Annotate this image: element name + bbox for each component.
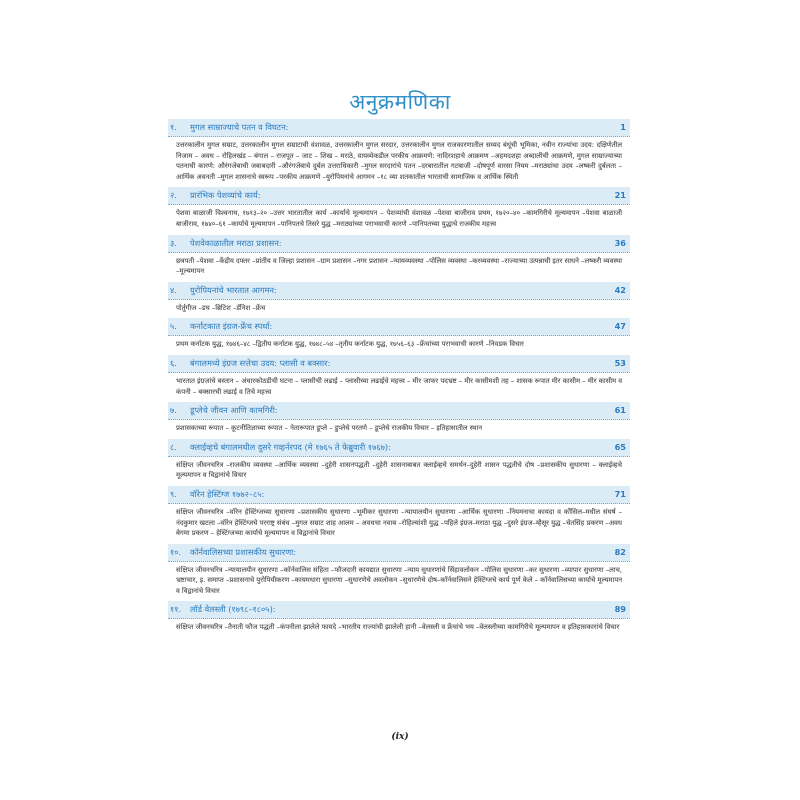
chapter-number: ९. xyxy=(170,488,177,499)
toc-entry xyxy=(168,318,630,352)
chapter-title: वॉरेन हेस्टिंग्ज १७७२–८५: xyxy=(190,488,265,499)
chapter-number: ६. xyxy=(170,357,177,368)
chapter-page-number: 61 xyxy=(614,405,626,416)
toc-entry-header[interactable] xyxy=(168,439,630,457)
table-of-contents xyxy=(168,119,630,638)
chapter-title: प्रारंभिक पेशव्यांचे कार्य: xyxy=(190,190,261,201)
chapter-topics: प्रथम कर्नाटक युद्ध, १७४६–४८ –द्वितीय कर्नाटक युद्ध, १७४८–५४ –तृतीय कर्नाटक युद्ध, १७५६–६३ –फ्रेंचांच्या पराभवाची कारणे –निवडक विचार xyxy=(176,340,524,349)
chapter-topics: संक्षिप्त जीवनचरित्र –न्यायालयीन सुधारणा –कॉर्नवालिस संहिता –फौजदारी कायद्यात सुधारणा –न्याय सुधारणांचे सिंहावलोकन –पोलिस सुधारणा –कर सुधारणा –व्यापार सुधारणा –लाच, भ्रष्टाचार, इ. समाप्त –प्रशासनाचे युरोपियीकरण –कायमधारा सुधारणा –सुधारणेचे अवलोकन –सुधारणेचे दोष–कॉर्नवालिसने हेस्टिंग्जचे कार्य पूर्ण केले – कॉर्नवालिसच्या कार्याचे मूल्यमापन व विद्वानांचे विचार xyxy=(176,565,622,595)
chapter-number: ८. xyxy=(170,441,177,452)
chapter-title: लॉर्ड वेलस्ली (१७९८–१८०५): xyxy=(190,604,276,615)
chapter-page-number: 42 xyxy=(614,284,626,295)
toc-entry-header[interactable] xyxy=(168,355,630,373)
toc-entry-header[interactable] xyxy=(168,187,630,205)
chapter-title: कॉर्नवालिसच्या प्रशासकीय सुधारणा: xyxy=(190,546,297,557)
chapter-page-number: 53 xyxy=(614,357,626,368)
toc-entry-header[interactable] xyxy=(168,235,630,253)
chapter-number: ७. xyxy=(170,405,177,416)
toc-entry-header[interactable] xyxy=(168,402,630,420)
chapter-topics: पेशवा बाळाजी विश्वनाथ, १७१३–२० –उत्तर भारतातील कार्य –कार्याचे मूल्यमापन – पेशव्यांची वंशावळ –पेशवा बाजीराव प्रथम, १७२०–४० –कामगिरीचे मूल्यमापन –पेशवा बाळाजी बाजीराव, १७४०–६१ –कार्याचे मूल्यमापन –पानिपतचे तिसरे युद्ध –मराठ्यांच्या पराभवाची कारणे –पानिपतच्या युद्धाचे राजकीय महत्त्व xyxy=(176,209,622,228)
toc-entry xyxy=(168,544,630,599)
toc-entry xyxy=(168,119,630,184)
chapter-page-number: 36 xyxy=(614,237,626,248)
chapter-number: ११. xyxy=(170,604,182,615)
toc-entry xyxy=(168,486,630,541)
chapter-number: ३. xyxy=(170,237,177,248)
chapter-topics: संक्षिप्त जीवनचरित्र –तैनाती फौज पद्धती –कंपनीला झालेले फायदे –भारतीय राज्यांची झालेली हानी –वेलस्ली व फ्रेंचांचे भय –वेलस्लीच्या कामगिरीचे मूल्यमापन व इतिहासकारांचे विचार xyxy=(176,623,620,632)
toc-entry-header[interactable] xyxy=(168,486,630,504)
chapter-topics: छत्रपती –पेशवा –केंद्रीय दफ्तर –प्रांतीय व जिल्हा प्रशासन –ग्राम प्रशासन –नगर प्रशासन –न्यायव्यवस्था –पोलिस व्यवस्था –करव्यवस्था –राज्याच्या उत्पन्नाची इतर साधने –लष्करी व्यवस्था –मूल्यमापन xyxy=(176,256,622,276)
chapter-page-number: 21 xyxy=(614,190,626,201)
chapter-title: मुगल साम्राज्याचे पतन व विघटन: xyxy=(190,122,289,132)
page-number-footer: (ix) xyxy=(391,732,409,742)
chapter-number: १. xyxy=(170,122,177,132)
chapter-topics: पोर्तुगीज –डच –ब्रिटिश –डॅनिश –फ्रेंच xyxy=(176,303,266,312)
chapter-number: ५. xyxy=(170,321,177,332)
chapter-title: युरोपियनांचे भारतात आगमन: xyxy=(190,284,277,295)
toc-entry xyxy=(168,402,630,436)
chapter-title: क्लाईव्हचे बंगालमधील दुसरे गव्हर्नरपद (मे १७६५ ते फेब्रुवारी १७६७): xyxy=(190,441,391,452)
toc-entry xyxy=(168,601,630,635)
chapter-topics: उत्तरकालीन मुगल सम्राट, उत्तरकालीन मुगल सम्राटाची वंशावळ, उत्तरकालीन मुगल सरदार, उत्तरकालीन मुगल राजकारणातील सय्यद बंधूंची भूमिका, नवीन राज्यांचा उदय: दक्षिणेतील निजाम – अवध – रोहिलखंड – बंगाल – राजपूत – जाट – शिख – मराठे, वायव्येकडील परकीय आक्रमणे: नादिरशहाचे आक्रमण –अहमदशहा अब्दालीची आक्रमणे, मुगल साम्राज्याच्या पतनाची कारणे: औरंगजेबाची जबाबदारी –औरंगजेबाचे दुर्बल उत्तराधिकारी –मुगल सरदारांचे पतन –दरबारातील गटबाजी –दोषपूर्ण वारसा नियम –मराठ्यांचा उदय –लष्करी दुर्बलता –आर्थिक अवनती –मुगल शासनाचे स्वरूप –परकीय आक्रमणे –युरोपियनांचे आगमन –१८ व्या शतकातील भारताची सामाजिक व आर्थिक स्थिती xyxy=(176,141,622,181)
chapter-title: डूप्लेचे जीवन आणि कामगिरी: xyxy=(190,405,278,416)
chapter-page-number: 89 xyxy=(614,604,626,615)
chapter-topics: प्रशासकाच्या रूपात – कूटनीतिज्ञाच्या रूपात – नेतारूपात डूप्ले – डुप्लेचे परतणे – डूप्लेचे राजकीय विचार – इतिहासातील स्थान xyxy=(176,424,483,433)
chapter-page-number: 47 xyxy=(614,321,626,332)
chapter-title: कर्नाटकात इंग्रज-फ्रेंच स्पर्धा: xyxy=(190,321,273,332)
toc-entry xyxy=(168,235,630,279)
chapter-title: बंगालमध्ये इंग्रज सत्तेचा उदय: प्लासी व बक्सार: xyxy=(190,357,331,368)
toc-entry xyxy=(168,187,630,231)
chapter-page-number: 1 xyxy=(620,122,626,132)
chapter-page-number: 82 xyxy=(614,546,626,557)
page-title: अनुक्रमणिका xyxy=(349,90,451,114)
chapter-number: १०. xyxy=(170,546,182,557)
chapter-page-number: 71 xyxy=(614,488,626,499)
toc-entry-header[interactable] xyxy=(168,601,630,619)
chapter-topics: संक्षिप्त जीवनचरित्र –राजकीय व्यवस्था –आर्थिक व्यवस्था –दुहेरी शासनपद्धती –दुहेरी शासनाबाबत क्लाईव्हचे समर्थन–दुहेरी शासन पद्धतीचे दोष –प्रशासकीय सुधारणा – क्लाईव्हचे मूल्यमापन व विद्वानांचे विचार xyxy=(176,460,622,480)
toc-entry-header[interactable] xyxy=(168,544,630,562)
toc-entry-header[interactable] xyxy=(168,282,630,300)
chapter-number: २. xyxy=(170,190,177,201)
toc-entry xyxy=(168,355,630,399)
chapter-page-number: 65 xyxy=(614,441,626,452)
chapter-number: ४. xyxy=(170,284,177,295)
chapter-topics: संक्षिप्त जीवनचरित्र –वॉरेन हेस्टिंग्जच्या सुधारणा –प्रशासकीय सुधारणा –भूमीकर सुधारणा –न्यायालयीन सुधारणा –आर्थिक सुधारणा –नियमनाचा कायदा व कौंसिल–मधील संघर्ष –नंदकुमार खटला –वॉरेन हेस्टिंग्जचे परराष्ट्र संबंध –मुगल सम्राट शाह आलम – अवधचा नवाब –रोहिल्यांशी युद्ध –पहिले इंग्रज–मराठा युद्ध –दुसरे इंग्रज–म्हैसूर युद्ध –चेतसिंह प्रकरण –अवध बेगमा प्रकरण – हेस्टिंग्जच्या कार्याचे मूल्यमापन व विद्वानांचे विचार xyxy=(176,507,622,538)
chapter-title: पेशवेकाळातील मराठा प्रशासन: xyxy=(190,237,282,248)
chapter-topics: भारतात इंग्रजांचे बस्तान – अंधारकोठडीची घटना – प्लासीची लढाई – प्लासीच्या लढाईचे महत्त्व – मीर जाफर पदभ्रष्ट – मीर कासीमशी तह – शासक रूपात मीर कासीम – मीर कासीम व कंपनी – बक्सारची लढाई व तिचे महत्त्व xyxy=(176,376,622,396)
toc-entry-header[interactable] xyxy=(168,318,630,336)
toc-entry xyxy=(168,282,630,316)
toc-entry-header[interactable] xyxy=(168,119,630,137)
toc-entry xyxy=(168,439,630,483)
